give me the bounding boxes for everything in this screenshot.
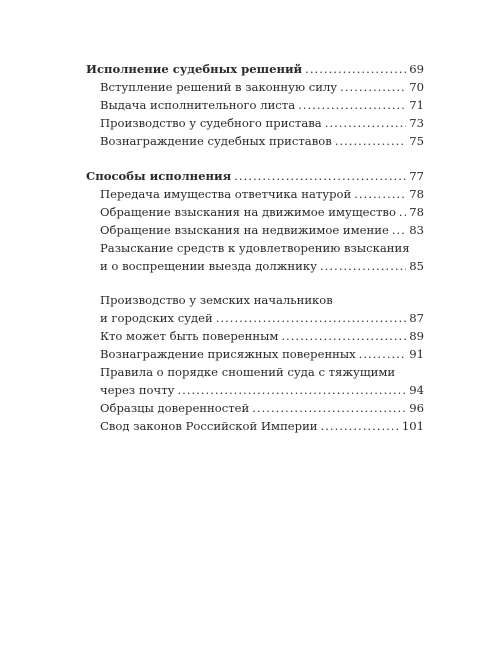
leader-dots bbox=[216, 309, 406, 327]
page-number: 75 bbox=[409, 134, 424, 148]
toc-entry-title: Правила о порядке сношений суда с тяжущими bbox=[100, 365, 396, 379]
page-number: 77 bbox=[409, 169, 424, 183]
toc-entry bbox=[86, 96, 424, 114]
toc-entry bbox=[86, 221, 424, 239]
page-number: 70 bbox=[409, 80, 424, 94]
leader-dots bbox=[335, 132, 406, 150]
page-number: 94 bbox=[409, 383, 424, 397]
page-number: 85 bbox=[409, 259, 424, 273]
leader-dots bbox=[359, 345, 407, 363]
toc-entry-title: через почту bbox=[100, 383, 175, 397]
toc-entry-title: Кто может быть поверенным bbox=[100, 329, 279, 343]
table-of-contents bbox=[86, 60, 424, 435]
page-number: 78 bbox=[409, 187, 424, 201]
page-number: 96 bbox=[409, 401, 424, 415]
leader-dots bbox=[298, 96, 406, 114]
toc-heading-title: Исполнение судебных решений bbox=[86, 62, 303, 76]
leader-dots bbox=[399, 203, 406, 221]
toc-entry-title: Образцы доверенностей bbox=[100, 401, 250, 415]
page-number: 87 bbox=[409, 311, 424, 325]
toc-entry-title: Производство у судебного пристава bbox=[100, 116, 322, 130]
toc-entry bbox=[86, 78, 424, 96]
toc-entry bbox=[86, 345, 424, 363]
page-number: 83 bbox=[409, 223, 424, 237]
toc-entry-title: Вознаграждение судебных приставов bbox=[100, 134, 332, 148]
toc-entry-title: Производство у земских начальников bbox=[100, 293, 333, 307]
toc-entry-line-1 bbox=[86, 291, 424, 309]
toc-entry bbox=[86, 132, 424, 150]
page-number: 91 bbox=[409, 347, 424, 361]
toc-entry-line-2 bbox=[86, 309, 424, 327]
leader-dots bbox=[177, 381, 406, 399]
toc-heading bbox=[86, 60, 424, 78]
toc-entry-line-2 bbox=[86, 257, 424, 275]
toc-entry bbox=[86, 114, 424, 132]
page-number: 89 bbox=[409, 329, 424, 343]
toc-heading-title: Способы исполнения bbox=[86, 169, 232, 183]
leader-dots bbox=[340, 78, 406, 96]
toc-entry bbox=[86, 417, 424, 435]
page-number: 78 bbox=[409, 205, 424, 219]
toc-entry-title: Обращение взыскания на недвижимое имение bbox=[100, 223, 389, 237]
toc-entry-line-1 bbox=[86, 239, 424, 257]
toc-heading bbox=[86, 167, 424, 185]
toc-entry bbox=[86, 327, 424, 345]
section-gap bbox=[86, 275, 424, 291]
toc-entry-line-1 bbox=[86, 363, 424, 381]
leader-dots bbox=[320, 257, 406, 275]
toc-entry bbox=[86, 203, 424, 221]
leader-dots bbox=[252, 399, 406, 417]
page-number: 71 bbox=[409, 98, 424, 112]
section-gap bbox=[86, 150, 424, 167]
page-number: 69 bbox=[409, 62, 424, 76]
leader-dots bbox=[305, 60, 406, 78]
leader-dots bbox=[321, 417, 399, 435]
leader-dots bbox=[325, 114, 407, 132]
toc-entry-title: и городских судей bbox=[100, 311, 213, 325]
toc-entry-title: Вступление решений в законную силу bbox=[100, 80, 338, 94]
page-number: 101 bbox=[401, 419, 424, 433]
toc-entry-title: Вознаграждение присяжных поверенных bbox=[100, 347, 356, 361]
toc-entry-title: Передача имущества ответчика натурой bbox=[100, 187, 352, 201]
toc-entry bbox=[86, 185, 424, 203]
toc-entry bbox=[86, 399, 424, 417]
toc-entry-title: Выдача исполнительного листа bbox=[100, 98, 296, 112]
leader-dots bbox=[234, 167, 406, 185]
toc-entry-title: Обращение взыскания на движимое имущество bbox=[100, 205, 396, 219]
toc-entry-title: Свод законов Российской Империи bbox=[100, 419, 318, 433]
leader-dots bbox=[392, 221, 406, 239]
toc-entry-title: и о воспрещении выезда должнику bbox=[100, 259, 317, 273]
leader-dots bbox=[354, 185, 406, 203]
toc-entry-line-2 bbox=[86, 381, 424, 399]
leader-dots bbox=[281, 327, 406, 345]
page-number: 73 bbox=[409, 116, 424, 130]
toc-entry-title: Разыскание средств к удовлетворению взыскания bbox=[100, 241, 410, 255]
